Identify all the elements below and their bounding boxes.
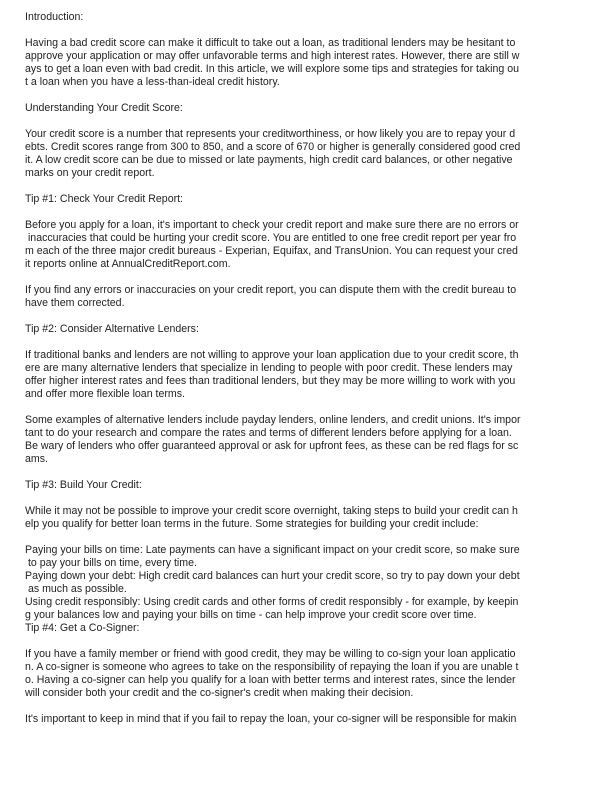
- paragraph-cosigner-warning: [25, 713, 591, 726]
- paragraph-gap: [25, 89, 591, 102]
- text-line: it. A low credit score can be due to missed or late payments, high credit card balances, or other negative: [25, 154, 513, 166]
- paragraph-gap: [25, 466, 591, 479]
- text-line: Tip #1: Check Your Credit Report:: [25, 193, 184, 205]
- text-line: offer higher interest rates and fees than traditional lenders, but they may be more willing to work with you: [25, 375, 516, 387]
- text-line: it reports online at AnnualCreditReport.com.: [25, 258, 231, 270]
- heading-tip-4: [25, 622, 591, 635]
- paragraph-tip-2: [25, 349, 591, 401]
- text-line: and offer more flexible loan terms.: [25, 388, 185, 400]
- text-line: Some examples of alternative lenders include payday lenders, online lenders, and credit unions. It's impor: [25, 414, 521, 426]
- paragraph-gap: [25, 531, 591, 544]
- text-line: Using credit responsibly: Using credit cards and other forms of credit responsibly - for example, by keepin: [25, 596, 519, 608]
- text-line: will consider both your credit and the co-signer's credit when making their decision.: [25, 687, 414, 699]
- paragraph-gap: [25, 635, 591, 648]
- text-line: Paying down your debt: High credit card balances can hurt your credit score, so try to pay down your debt: [25, 570, 520, 582]
- paragraph-strategies: [25, 544, 591, 622]
- text-line: ere are many alternative lenders that specialize in lending to people with poor credit. These lenders may: [25, 362, 513, 374]
- paragraph-tip-3: [25, 505, 591, 531]
- heading-understanding-credit-score: [25, 102, 591, 115]
- paragraph-dispute: [25, 284, 591, 310]
- heading-tip-2: [25, 323, 591, 336]
- text-line: inaccuracies that could be hurting your credit score. You are entitled to one free credit report per year fro: [25, 232, 517, 244]
- text-line: g your balances low and paying your bills on time - can help improve your credit score over time.: [25, 609, 477, 621]
- text-line: Be wary of lenders who offer guaranteed approval or ask for upfront fees, as these can be red flags for sc: [25, 440, 519, 452]
- text-line: Your credit score is a number that represents your creditworthiness, or how likely you are to repay your d: [25, 128, 516, 140]
- text-line: elp you qualify for better loan terms in the future. Some strategies for building your credit include:: [25, 518, 479, 530]
- paragraph-gap: [25, 206, 591, 219]
- paragraph-gap: [25, 271, 591, 284]
- text-line: o. Having a co-signer can help you qualify for a loan with better terms and interest rates, since the lender: [25, 674, 516, 686]
- text-line: Paying your bills on time: Late payments can have a significant impact on your credit score, so make sure: [25, 544, 520, 556]
- paragraph-intro: [25, 37, 591, 89]
- document-page: [25, 11, 591, 726]
- paragraph-credit-score: [25, 128, 591, 180]
- paragraph-gap: [25, 310, 591, 323]
- paragraph-gap: [25, 700, 591, 713]
- paragraph-gap: [25, 336, 591, 349]
- paragraph-gap: [25, 24, 591, 37]
- text-line: have them corrected.: [25, 297, 125, 309]
- text-line: If traditional banks and lenders are not willing to approve your loan application due to your credit score, th: [25, 349, 519, 361]
- paragraph-gap: [25, 180, 591, 193]
- text-line: approve your application or may offer unfavorable terms and high interest rates. However, there are still w: [25, 50, 520, 62]
- heading-tip-3: [25, 479, 591, 492]
- paragraph-gap: [25, 115, 591, 128]
- text-line: Tip #4: Get a Co-Signer:: [25, 622, 140, 634]
- text-line: m each of the three major credit bureaus - Experian, Equifax, and TransUnion. You can request your cred: [25, 245, 518, 257]
- text-line: Before you apply for a loan, it's important to check your credit report and make sure there are no errors or: [25, 219, 519, 231]
- text-line: ays to get a loan even with bad credit. In this article, we will explore some tips and strategies for taking ou: [25, 63, 520, 75]
- text-line: While it may not be possible to improve your credit score overnight, taking steps to build your credit can h: [25, 505, 518, 517]
- paragraph-gap: [25, 401, 591, 414]
- text-line: ebts. Credit scores range from 300 to 850, and a score of 670 or higher is generally considered good cred: [25, 141, 521, 153]
- paragraph-alternative-examples: [25, 414, 591, 466]
- text-line: t a loan when you have a less-than-ideal credit history.: [25, 76, 280, 88]
- text-line: Understanding Your Credit Score:: [25, 102, 183, 114]
- text-line: Tip #2: Consider Alternative Lenders:: [25, 323, 199, 335]
- text-line: marks on your credit report.: [25, 167, 155, 179]
- text-line: If you have a family member or friend with good credit, they may be willing to co-sign your loan applicatio: [25, 648, 516, 660]
- paragraph-tip-4: [25, 648, 591, 700]
- heading-introduction: [25, 11, 591, 24]
- text-line: Introduction:: [25, 11, 84, 23]
- text-line: If you find any errors or inaccuracies on your credit report, you can dispute them with the credit bureau to: [25, 284, 517, 296]
- text-line: Tip #3: Build Your Credit:: [25, 479, 142, 491]
- paragraph-gap: [25, 492, 591, 505]
- text-line: n. A co-signer is someone who agrees to take on the responsibility of repaying the loan if you are unable t: [25, 661, 519, 673]
- text-line: to pay your bills on time, every time.: [25, 557, 197, 569]
- text-line: as much as possible.: [25, 583, 127, 595]
- heading-tip-1: [25, 193, 591, 206]
- text-line: tant to do your research and compare the rates and terms of different lenders before applying for a loan.: [25, 427, 512, 439]
- paragraph-tip-1: [25, 219, 591, 271]
- text-line: ams.: [25, 453, 48, 465]
- text-line: Having a bad credit score can make it difficult to take out a loan, as traditional lenders may be hesitant to: [25, 37, 516, 49]
- text-line: It's important to keep in mind that if you fail to repay the loan, your co-signer will be responsible for makin: [25, 713, 517, 725]
